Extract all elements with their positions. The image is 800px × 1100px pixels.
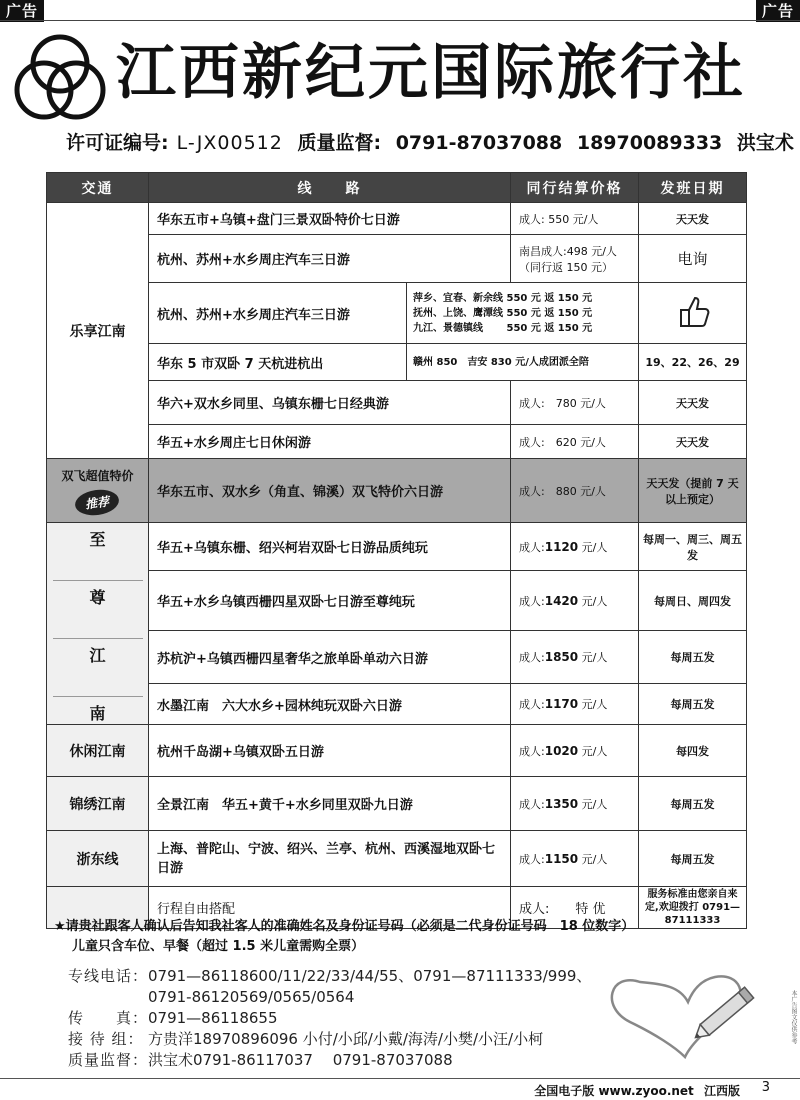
company-logo-icon	[12, 34, 108, 126]
price-label: 成人:	[519, 698, 545, 712]
notice-line-2: 儿童只含车位、早餐（超过 1.5 米儿童需购全票）	[72, 939, 365, 954]
sub-price-line: 九江、景德镇线 550 元 返 150 元	[413, 322, 593, 334]
fax-label: 传 真：	[68, 1009, 149, 1027]
date-cell: 天天发	[639, 203, 747, 235]
reception-contacts: 方贵洋18970896096 小付/小邱/小戴/海涛/小樊/小汪/小柯	[148, 1030, 544, 1048]
price-cell: 成人: 780 元/人	[511, 381, 639, 425]
table-row	[47, 831, 747, 887]
price-cell	[511, 571, 639, 631]
hotline-label: 专线电话：	[68, 967, 149, 985]
price-label: 成人:	[519, 744, 545, 758]
price-cell	[511, 831, 639, 887]
date-cell: 天天发（提前 7 天以上预定）	[639, 459, 747, 523]
footer-divider	[0, 1078, 800, 1079]
price-cell	[511, 523, 639, 571]
ad-label-right: 广告	[756, 0, 800, 22]
supervision-label: 质量监督:	[297, 132, 382, 154]
header-price: 同行结算价格	[511, 173, 639, 203]
sub-price-line: 赣州 850 吉安 830 元/人成团派全陪	[413, 356, 589, 368]
category-lexiang: 乐享江南	[47, 203, 149, 459]
date-cell: 天天发	[639, 425, 747, 459]
date-cell: 每周一、周三、周五发	[639, 523, 747, 571]
price-label: 成人:	[519, 852, 545, 866]
table-row	[47, 777, 747, 831]
price-label: 成人:	[519, 594, 545, 608]
route-cell: 华东 5 市双卧 7 天杭进杭出	[149, 344, 407, 380]
sub-price-line: 抚州、上饶、鹰潭线 550 元 返 150 元	[413, 307, 593, 319]
date-cell: 每周日、周四发	[639, 571, 747, 631]
table-row	[47, 344, 747, 381]
price-value: 1150	[544, 851, 579, 866]
company-name: 江西新纪元国际旅行社	[116, 38, 746, 108]
table-row	[47, 631, 747, 684]
price-label: 成人:	[519, 651, 545, 665]
route-cell: 杭州、苏州+水乡周庄汽车三日游	[149, 235, 511, 283]
price-unit: 元/人	[581, 651, 608, 665]
contacts-block	[68, 966, 591, 1071]
reception-label: 接 待 组：	[68, 1030, 144, 1048]
price-value: 1350	[544, 796, 579, 811]
footer-text	[534, 1082, 740, 1099]
ad-label-left: 广告	[0, 0, 44, 22]
route-cell: 杭州千岛湖+乌镇双卧五日游	[149, 725, 511, 777]
date-cell: 每周五发	[639, 831, 747, 887]
route-cell: 苏杭沪+乌镇西栅四星奢华之旅单卧单动六日游	[149, 631, 511, 684]
category-zhizun	[47, 523, 149, 725]
route-cell: 行程自由搭配	[149, 887, 511, 929]
zhizun-char: 南	[53, 696, 143, 724]
footer-edition: 江西版	[703, 1084, 740, 1098]
supervision-phone-1: 0791-87037088	[395, 132, 563, 154]
table-row	[47, 381, 747, 425]
price-value: 1120	[544, 539, 579, 554]
price-cell	[511, 725, 639, 777]
sub-price-line: 萍乡、宜春、新余线 550 元 返 150 元	[413, 292, 593, 304]
price-cell: 成人: 620 元/人	[511, 425, 639, 459]
price-cell	[511, 777, 639, 831]
hotline-2: 0791-86120569/0565/0564	[148, 988, 355, 1006]
table-row	[47, 283, 747, 344]
route-cell: 水墨江南 六大水乡+园林纯玩双卧六日游	[149, 684, 511, 725]
price-unit: 元/人	[581, 852, 608, 866]
price-cell: 成人: 880 元/人	[511, 459, 639, 523]
price-unit: 元/人	[581, 540, 608, 554]
side-note: 本广告图文仅供参考	[790, 990, 797, 1044]
price-label: 成人:	[519, 540, 545, 554]
price-cell: 成人: 特 优	[511, 887, 639, 929]
booking-notice	[54, 917, 754, 957]
supervision-label-2: 质量监督：	[68, 1051, 149, 1069]
table-header-row	[47, 173, 747, 203]
route-cell: 华五+水乡周庄七日休闲游	[149, 425, 511, 459]
table-row	[47, 235, 747, 283]
price-value: 1020	[544, 743, 579, 758]
route-cell: 华东五市+乌镇+盘门三景双卧特价七日游	[149, 203, 511, 235]
price-cell: 成人: 550 元/人	[511, 203, 639, 235]
price-unit: 元/人	[581, 698, 608, 712]
category-shuangfei-label: 双飞超值特价	[61, 468, 134, 483]
zhizun-char: 江	[53, 638, 143, 666]
route-cell: 全景江南 华五+黄千+水乡同里双卧九日游	[149, 777, 511, 831]
date-cell: 每周五发	[639, 777, 747, 831]
notice-line-1: ★请贵社跟客人确认后告知我社客人的准确姓名及身份证号码（必须是二代身份证号码 18 位数字）	[54, 919, 635, 934]
date-cell	[639, 283, 747, 344]
sub-prices	[407, 344, 595, 380]
price-cell	[511, 684, 639, 725]
zhizun-char: 至	[89, 530, 106, 549]
supervision-name: 洪宝术	[736, 132, 794, 154]
license-label: 许可证编号:	[66, 132, 169, 154]
price-unit: 元/人	[581, 744, 608, 758]
route-cell: 华五+乌镇东栅、绍兴柯岩双卧七日游品质纯玩	[149, 523, 511, 571]
price-label: 成人:	[519, 797, 545, 811]
fax-number: 0791—86118655	[148, 1009, 278, 1027]
category-xiuxian: 休闲江南	[47, 725, 149, 777]
date-cell: 服务标准由您亲自来定,欢迎拨打 0791—87111333	[639, 887, 747, 929]
top-divider	[0, 20, 800, 21]
license-number: L-JX00512	[176, 132, 283, 154]
thumbs-up-icon	[673, 292, 713, 332]
license-line	[66, 128, 800, 155]
table-row	[47, 684, 747, 725]
date-cell: 19、22、26、29	[639, 344, 747, 381]
split-cell	[149, 283, 639, 344]
table-row	[47, 571, 747, 631]
category-jinxiu: 锦绣江南	[47, 777, 149, 831]
page-number: 3	[761, 1080, 770, 1095]
price-value: 1420	[544, 593, 579, 608]
heart-pencil-icon	[600, 962, 770, 1062]
price-value: 1170	[544, 697, 579, 712]
split-cell	[149, 344, 639, 381]
supervision-phone-2: 18970089333	[576, 132, 723, 154]
date-cell: 电询	[639, 235, 747, 283]
table-row	[47, 425, 747, 459]
table-row	[47, 203, 747, 235]
supervision-contacts: 洪宝术0791-86117037 0791-87037088	[148, 1051, 453, 1069]
date-cell: 每周五发	[639, 631, 747, 684]
price-unit: 元/人	[581, 594, 608, 608]
sub-prices	[407, 283, 598, 343]
date-cell: 每四发	[639, 725, 747, 777]
date-cell: 每周五发	[639, 684, 747, 725]
category-zhedong: 浙东线	[47, 831, 149, 887]
header-transport: 交通	[47, 173, 149, 203]
category-shuangfei	[47, 459, 149, 523]
hotline-1: 0791—86118600/11/22/33/44/55、0791—87111333/999、	[148, 967, 592, 985]
table-row	[47, 725, 747, 777]
header-date: 发班日期	[639, 173, 747, 203]
zhizun-char: 尊	[53, 580, 143, 608]
route-cell: 华五+水乡乌镇西栅四星双卧七日游至尊纯玩	[149, 571, 511, 631]
date-cell: 天天发	[639, 381, 747, 425]
recommend-badge: 推荐	[74, 487, 121, 518]
table-row	[47, 459, 747, 523]
price-unit: 元/人	[581, 797, 608, 811]
route-cell: 上海、普陀山、宁波、绍兴、兰亭、杭州、西溪湿地双卧七日游	[149, 831, 511, 887]
price-cell: 南昌成人:498 元/人（同行返 150 元）	[511, 235, 639, 283]
price-cell	[511, 631, 639, 684]
route-cell: 杭州、苏州+水乡周庄汽车三日游	[149, 283, 407, 343]
route-cell: 华东五市、双水乡（角直、锦溪）双飞特价六日游	[149, 459, 511, 523]
header-route: 线 路	[149, 173, 511, 203]
table-row	[47, 523, 747, 571]
footer-site: 全国电子版 www.zyoo.net	[534, 1084, 694, 1098]
route-cell: 华六+双水乡同里、乌镇东栅七日经典游	[149, 381, 511, 425]
price-value: 1850	[544, 650, 579, 665]
routes-table	[46, 172, 747, 929]
